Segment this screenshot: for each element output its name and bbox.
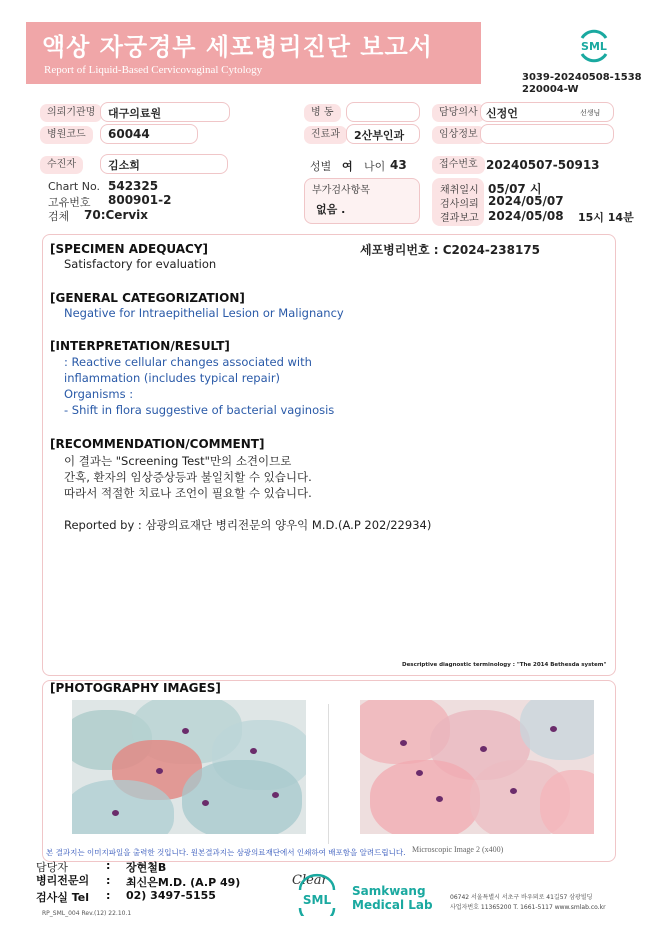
request-label: 검사의뢰 [440, 199, 479, 210]
clinical-box [480, 124, 614, 144]
form-code: RP_SML_004 Rev.(12) 22.10.1 [42, 910, 132, 917]
footer-logo [290, 870, 340, 916]
tel-label: 검사실 Tel [36, 891, 89, 904]
terminology-note: Descriptive diagnostic terminology : "The 2014 Bethesda system" [402, 662, 607, 668]
staff-value: 장현철B [126, 861, 167, 874]
doctor-value: 신정언 [486, 107, 518, 120]
age-label: 나이 [364, 160, 386, 173]
collect-label: 채취일시 [440, 185, 479, 196]
interp-title: [INTERPRETATION/RESULT] [50, 339, 230, 353]
document-number [522, 72, 642, 96]
doc-no-line1: 3039-20240508-1538 [522, 72, 642, 83]
company-address [450, 893, 606, 913]
staff-label: 담당자 [36, 861, 68, 874]
pathologist-label: 병리전문의 [36, 874, 90, 887]
rec-title: [RECOMMENDATION/COMMENT] [50, 437, 265, 451]
report-value: 2024/05/08 [488, 209, 564, 223]
footer-logo-text: SML [302, 893, 332, 907]
extra-label: 부가검사항목 [312, 185, 370, 196]
photo-title: [PHOTOGRAPHY IMAGES] [50, 681, 221, 695]
interp-line1: : Reactive cellular changes associated with [64, 355, 312, 369]
doctor-suffix: 선생님 [580, 109, 601, 117]
tel-colon: : [106, 889, 111, 902]
patient-label: 수진자 [40, 156, 83, 174]
rec-line3: 따라서 적절한 치료나 조언이 필요할 수 있습니다. [64, 486, 312, 500]
print-notice: 본 결과지는 이미지파일을 출력한 것입니다. 원본결과지는 삼광의료재단에서 인쇄하여 배포함을 알려드립니다. [46, 848, 406, 857]
general-text: Negative for Intraepithelial Lesion or Malignancy [64, 306, 344, 320]
adequacy-text: Satisfactory for evaluation [64, 257, 217, 271]
brand-line1: Samkwang [352, 884, 426, 898]
pathology-number: 세포병리번호 : C2024-238175 [360, 243, 540, 257]
adequacy-title: [SPECIMEN ADEQUACY] [50, 242, 209, 256]
interp-line4: - Shift in flora suggestive of bacterial vaginosis [64, 403, 335, 417]
requester-label: 의뢰기관명 [40, 104, 102, 122]
doctor-label: 담당의사 [432, 104, 485, 122]
logo-script: Clear [292, 873, 328, 888]
uid-label: 고유번호 [48, 196, 91, 209]
image-2-caption: Microscopic Image 2 (x400) [412, 845, 504, 854]
page-subtitle: Report of Liquid-Based Cervicovaginal Cytology [44, 64, 263, 76]
interp-line3: Organisms : [64, 387, 134, 401]
rec-line2: 간혹, 환자의 임상증상등과 불일치할 수 있습니다. [64, 470, 312, 484]
sex-value: 여 [342, 160, 353, 173]
age-value: 43 [390, 158, 407, 172]
report-label: 결과보고 [440, 213, 479, 224]
receipt-label: 접수번호 [432, 156, 485, 174]
specimen-label: 검체 [48, 210, 70, 223]
doc-no-line2: 220004-W [522, 84, 579, 95]
brand-name [352, 884, 433, 912]
requester-value: 대구의료원 [108, 107, 162, 120]
interp-line2: inflammation (includes typical repair) [64, 371, 281, 385]
general-title: [GENERAL CATEGORIZATION] [50, 291, 245, 305]
receipt-value: 20240507-50913 [486, 158, 600, 172]
pathologist-value: 최신은M.D. (A.P 49) [126, 876, 241, 889]
clinical-label: 임상정보 [432, 126, 485, 144]
brand-line2: Medical Lab [352, 898, 433, 912]
hospcode-value: 60044 [108, 127, 150, 141]
photo-divider [328, 704, 329, 844]
microscopic-image-2 [360, 700, 594, 834]
request-value: 2024/05/07 [488, 194, 564, 208]
biz-line: 사업자번호 11365200 T. 1661-5117 www.smlab.co.kr [450, 904, 606, 911]
reported-by: Reported by : 삼광의료재단 병리전문의 양우익 M.D.(A.P 202/22934) [64, 518, 432, 532]
chart-value: 542325 [108, 179, 159, 193]
uid-value: 800901-2 [108, 193, 172, 207]
microscopic-image-1 [72, 700, 306, 834]
ward-box [346, 102, 420, 122]
pathologist-colon: : [106, 874, 111, 887]
specimen-value: 70:Cervix [84, 208, 149, 222]
chart-label: Chart No. [48, 180, 100, 193]
patient-value: 김소희 [108, 159, 140, 172]
rec-line1: 이 결과는 "Screening Test"만의 소견이므로 [64, 454, 292, 468]
hospcode-label: 병원코드 [40, 126, 93, 144]
collect-value: 05/07 시 [488, 182, 542, 196]
sex-label: 성별 [310, 160, 332, 173]
dept-label: 진료과 [304, 126, 347, 144]
page-title: 액상 자궁경부 세포병리진단 보고서 [42, 33, 433, 61]
ward-label: 병 동 [304, 104, 341, 122]
extra-value: 없음 . [316, 203, 346, 216]
staff-colon: : [106, 859, 111, 872]
dept-value: 2산부인과 [354, 129, 405, 142]
logo-text: SML [581, 40, 607, 53]
address-line: 06742 서울특별시 서초구 바우뫼로 41길57 삼광빌딩 [450, 894, 593, 901]
tel-value: 02) 3497-5155 [126, 889, 216, 902]
sml-logo [576, 28, 612, 64]
report-time: 15시 14분 [578, 211, 634, 224]
